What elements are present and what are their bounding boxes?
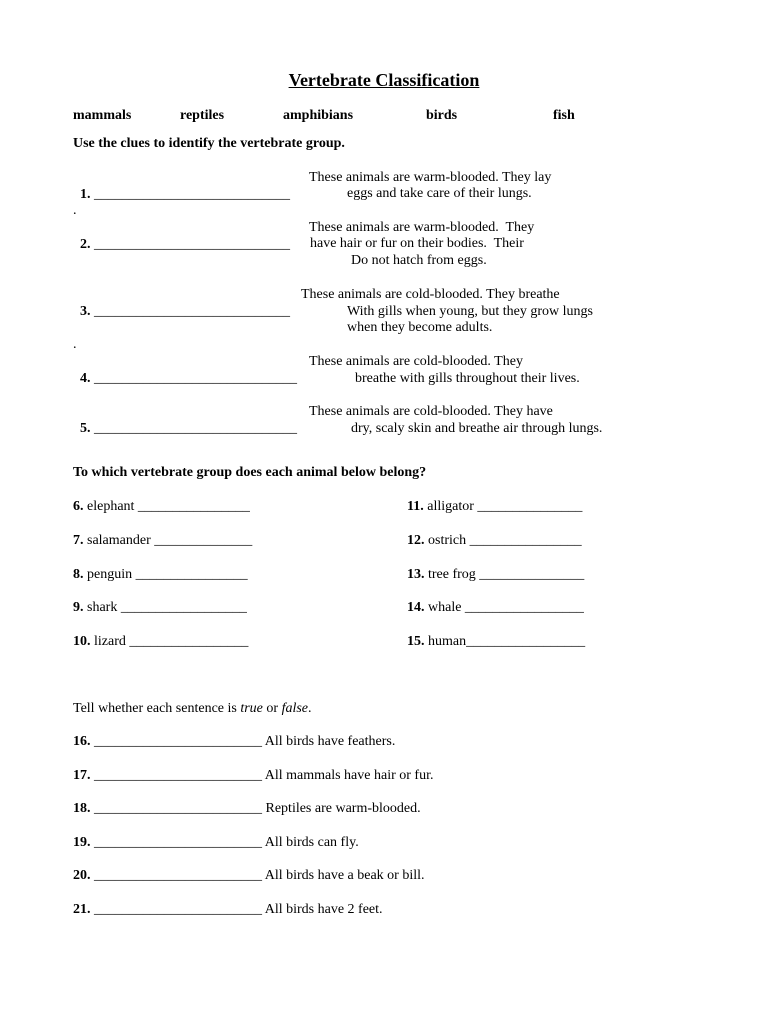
item-number: 18.	[73, 801, 91, 816]
instruction-true: true	[240, 701, 263, 716]
animal-blank[interactable]: penguin ________________	[83, 567, 248, 582]
word-bank-birds: birds	[426, 108, 458, 123]
instruction-text: or	[262, 701, 282, 716]
item-number: 7.	[73, 533, 84, 548]
section2-instruction: To which vertebrate group does each animal below belong?	[73, 465, 427, 480]
item-number: 6.	[73, 499, 84, 514]
clue-text: eggs and take care of their lungs.	[347, 186, 532, 201]
clue-text: breathe with gills throughout their lives.	[355, 371, 580, 386]
animal-item-9	[73, 599, 247, 616]
clue-text: These animals are warm-blooded. They lay	[309, 170, 552, 185]
clue-text: These animals are cold-blooded. They breathe	[301, 287, 560, 302]
item-number: 5.	[80, 421, 91, 436]
animal-item-11	[407, 498, 582, 515]
page-title: Vertebrate Classification	[288, 70, 480, 90]
item-number: 1.	[80, 187, 91, 202]
statement-text: All birds have 2 feet.	[262, 902, 383, 917]
animal-blank[interactable]: whale _________________	[424, 600, 584, 615]
animal-item-10	[73, 633, 248, 650]
item-number: 16.	[73, 734, 91, 749]
statement-text: Reptiles are warm-blooded.	[262, 801, 421, 816]
clue-item-5	[73, 403, 297, 437]
tf-item-21	[73, 901, 383, 918]
tf-item-16	[73, 733, 395, 750]
answer-blank[interactable]: ____________________________	[90, 187, 290, 202]
clue-item-4	[73, 353, 297, 387]
animal-item-12	[407, 532, 582, 549]
item-number: 13.	[407, 567, 425, 582]
tf-item-17	[73, 767, 433, 784]
animal-item-7	[73, 532, 252, 549]
clue-item-1	[73, 169, 290, 203]
answer-blank[interactable]: ________________________	[90, 835, 262, 850]
item-number: 14.	[407, 600, 425, 615]
stray-dot: .	[73, 203, 77, 218]
clue-text: when they become adults.	[347, 320, 493, 335]
clue-text: These animals are warm-blooded. They	[309, 220, 535, 235]
answer-blank[interactable]: ________________________	[90, 734, 262, 749]
item-number: 2.	[80, 237, 91, 252]
answer-blank[interactable]: _____________________________	[90, 421, 297, 436]
answer-blank[interactable]: ________________________	[90, 902, 262, 917]
statement-text: All mammals have hair or fur.	[262, 768, 434, 783]
answer-blank[interactable]: ____________________________	[90, 304, 290, 319]
clue-text: These animals are cold-blooded. They	[309, 354, 523, 369]
animal-item-6	[73, 498, 250, 515]
statement-text: All birds have a beak or bill.	[262, 868, 425, 883]
word-bank-mammals: mammals	[73, 108, 132, 123]
word-bank-fish: fish	[553, 108, 575, 123]
statement-text: All birds can fly.	[262, 835, 359, 850]
section1-instruction: Use the clues to identify the vertebrate group.	[73, 136, 345, 151]
animal-item-13	[407, 566, 584, 583]
animal-blank[interactable]: elephant ________________	[83, 499, 250, 514]
item-number: 3.	[80, 304, 91, 319]
answer-blank[interactable]: _____________________________	[90, 371, 297, 386]
tf-item-18	[73, 800, 421, 817]
animal-blank[interactable]: tree frog _______________	[424, 567, 585, 582]
item-number: 9.	[73, 600, 84, 615]
animal-item-8	[73, 566, 248, 583]
item-number: 12.	[407, 533, 425, 548]
item-number: 10.	[73, 634, 91, 649]
instruction-text: .	[308, 701, 312, 716]
item-number: 4.	[80, 371, 91, 386]
animal-item-15	[407, 633, 585, 650]
item-number: 15.	[407, 634, 425, 649]
clue-text: dry, scaly skin and breathe air through lungs.	[351, 421, 603, 436]
animal-blank[interactable]: human_________________	[424, 634, 586, 649]
clue-text: Do not hatch from eggs.	[351, 253, 487, 268]
animal-blank[interactable]: salamander ______________	[83, 533, 253, 548]
item-number: 19.	[73, 835, 91, 850]
item-number: 17.	[73, 768, 91, 783]
animal-blank[interactable]: ostrich ________________	[424, 533, 582, 548]
tf-item-20	[73, 867, 425, 884]
answer-blank[interactable]: ________________________	[90, 868, 262, 883]
word-bank-amphibians: amphibians	[283, 108, 354, 123]
section3-instruction	[73, 700, 312, 717]
clue-text: These animals are cold-blooded. They have	[309, 404, 553, 419]
clue-item-3	[73, 286, 290, 320]
clue-text: have hair or fur on their bodies. Their	[310, 236, 524, 251]
item-number: 8.	[73, 567, 84, 582]
item-number: 20.	[73, 868, 91, 883]
animal-blank[interactable]: shark __________________	[83, 600, 247, 615]
item-number: 11.	[407, 499, 424, 514]
clue-item-2	[73, 219, 290, 253]
stray-dot: .	[73, 337, 77, 352]
clue-text: With gills when young, but they grow lungs	[347, 304, 593, 319]
answer-blank[interactable]: ________________________	[90, 801, 262, 816]
animal-item-14	[407, 599, 584, 616]
instruction-text: Tell whether each sentence is	[73, 701, 241, 716]
word-bank-reptiles: reptiles	[180, 108, 225, 123]
item-number: 21.	[73, 902, 91, 917]
instruction-false: false	[281, 701, 309, 716]
animal-blank[interactable]: lizard _________________	[90, 634, 249, 649]
answer-blank[interactable]: ________________________	[90, 768, 262, 783]
tf-item-19	[73, 834, 359, 851]
statement-text: All birds have feathers.	[262, 734, 396, 749]
animal-blank[interactable]: alligator _______________	[423, 499, 583, 514]
answer-blank[interactable]: ____________________________	[90, 237, 290, 252]
